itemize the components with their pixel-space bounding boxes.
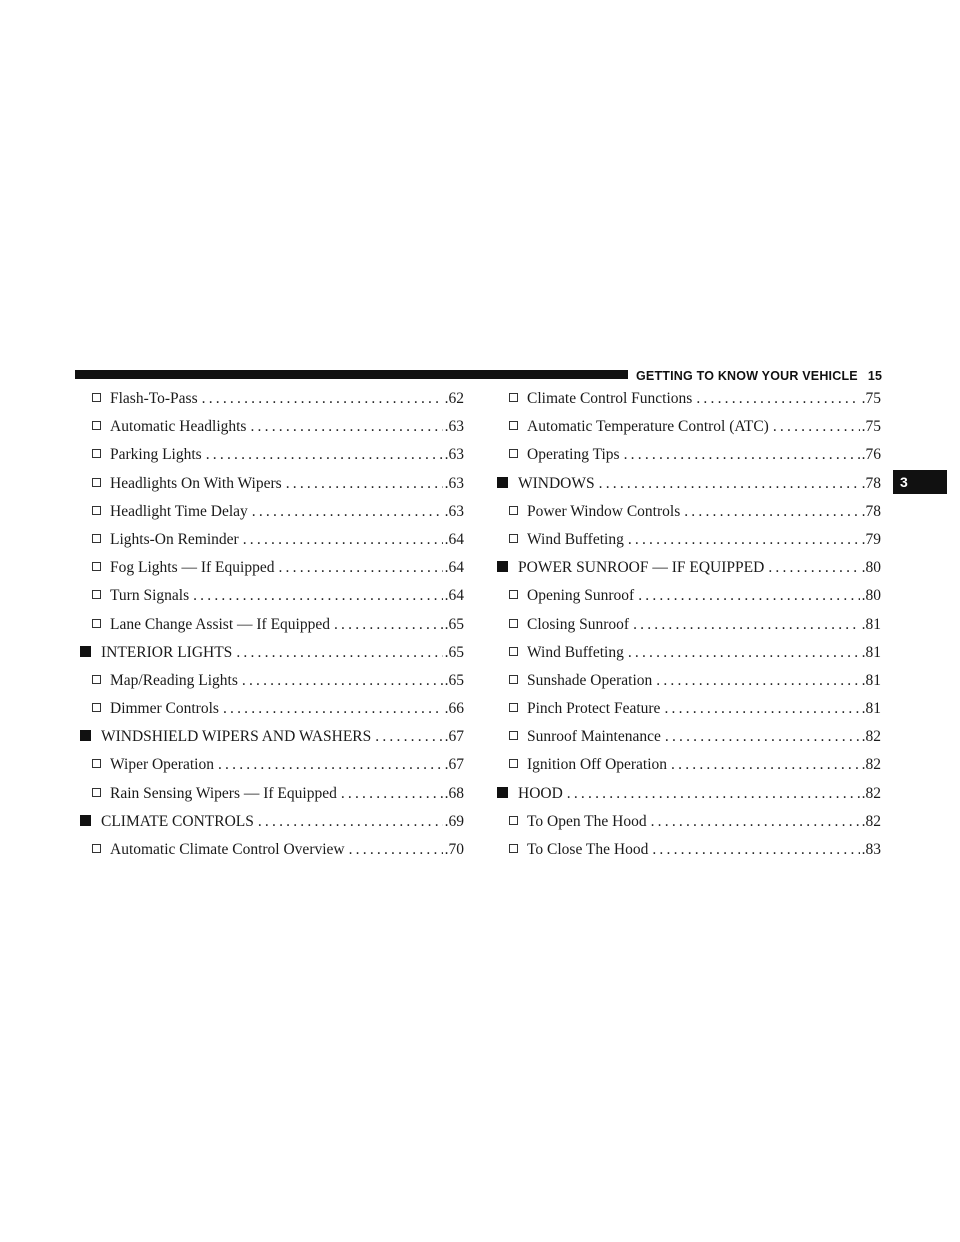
toc-subsection-entry[interactable]	[497, 446, 881, 474]
toc-entry-label: Automatic Temperature Control (ATC)	[527, 418, 769, 436]
solid-square-bullet-icon	[80, 730, 91, 741]
toc-entry-page: .82	[861, 812, 881, 830]
toc-entry-page: .63	[444, 446, 464, 464]
toc-entry-page: .70	[444, 841, 464, 858]
toc-entry-page: .64	[444, 530, 464, 548]
open-square-bullet-icon	[509, 619, 518, 628]
toc-subsection-entry[interactable]	[497, 644, 881, 672]
toc-entry-label: Sunshade Operation	[527, 671, 653, 689]
toc-entry-label: Climate Control Functions	[527, 390, 693, 407]
toc-entry-label: Map/Reading Lights	[110, 671, 238, 689]
toc-entry-page: .68	[444, 784, 464, 802]
dot-leader	[189, 587, 443, 605]
toc-entry-label: Rain Sensing Wipers — If Equipped	[110, 784, 337, 802]
solid-square-bullet-icon	[497, 477, 508, 488]
toc-right-column	[497, 390, 881, 869]
dot-leader	[647, 813, 860, 831]
toc-section-entry[interactable]	[497, 785, 881, 813]
toc-entry-page: .82	[861, 756, 881, 774]
toc-entry-page: .79	[861, 530, 881, 548]
dot-leader	[764, 559, 859, 577]
toc-entry-label: INTERIOR LIGHTS	[101, 643, 233, 661]
toc-entry-label: Closing Sunroof	[527, 615, 630, 633]
dot-leader	[692, 390, 859, 408]
toc-entry-label: Wind Buffeting	[527, 530, 624, 548]
toc-subsection-entry[interactable]	[497, 728, 881, 756]
dot-leader	[661, 728, 860, 746]
open-square-bullet-icon	[509, 844, 518, 853]
dot-leader	[629, 616, 860, 634]
toc-entry-label: WINDOWS	[518, 474, 595, 492]
running-header	[636, 367, 883, 385]
toc-entry-page: .65	[444, 671, 464, 689]
toc-entry-page: .65	[444, 615, 464, 633]
dot-leader	[660, 700, 859, 718]
toc-entry-page: .65	[444, 643, 464, 661]
toc-subsection-entry[interactable]	[497, 418, 881, 446]
toc-entry-page: .75	[861, 418, 881, 436]
dot-leader	[648, 841, 859, 859]
toc-entry-label: POWER SUNROOF — IF EQUIPPED	[518, 559, 765, 577]
toc-subsection-entry[interactable]	[80, 559, 464, 587]
toc-entry-page: .82	[861, 728, 881, 746]
toc-subsection-entry[interactable]	[497, 390, 881, 418]
toc-subsection-entry[interactable]	[497, 531, 881, 559]
toc-subsection-entry[interactable]	[497, 587, 881, 615]
dot-leader	[345, 841, 443, 859]
toc-subsection-entry[interactable]	[80, 390, 464, 418]
dot-leader	[769, 418, 860, 436]
toc-subsection-entry[interactable]	[80, 446, 464, 474]
toc-entry-label: Wind Buffeting	[527, 643, 624, 661]
open-square-bullet-icon	[509, 534, 518, 543]
dot-leader	[337, 785, 443, 803]
solid-square-bullet-icon	[497, 787, 508, 798]
toc-entry-label: Automatic Headlights	[110, 418, 247, 436]
dot-leader	[274, 559, 442, 577]
toc-entry-page: .67	[444, 756, 464, 774]
dot-leader	[248, 503, 443, 521]
open-square-bullet-icon	[509, 647, 518, 656]
open-square-bullet-icon	[509, 759, 518, 768]
toc-entry-page: .75	[861, 390, 881, 407]
toc-entry-page: .63	[444, 474, 464, 492]
dot-leader	[624, 644, 860, 662]
dot-leader	[371, 728, 442, 746]
toc-section-entry[interactable]	[80, 813, 464, 841]
toc-subsection-entry[interactable]	[80, 418, 464, 446]
toc-subsection-entry[interactable]	[80, 475, 464, 503]
toc-entry-label: Parking Lights	[110, 446, 202, 464]
toc-entry-label: WINDSHIELD WIPERS AND WASHERS	[101, 728, 372, 746]
toc-section-entry[interactable]	[80, 644, 464, 672]
toc-entry-page: .63	[444, 418, 464, 436]
toc-section-entry[interactable]	[80, 728, 464, 756]
chapter-number: 3	[900, 474, 908, 490]
open-square-bullet-icon	[92, 788, 101, 797]
dot-leader	[652, 672, 859, 690]
open-square-bullet-icon	[92, 759, 101, 768]
toc-entry-label: Ignition Off Operation	[527, 756, 668, 774]
toc-subsection-entry[interactable]	[497, 672, 881, 700]
toc-entry-label: Headlights On With Wipers	[110, 474, 282, 492]
dot-leader	[214, 756, 443, 774]
toc-entry-page: .78	[861, 474, 881, 492]
dot-leader	[680, 503, 859, 521]
open-square-bullet-icon	[509, 393, 518, 402]
toc-entry-page: .81	[861, 615, 881, 633]
dot-leader	[620, 446, 860, 464]
solid-square-bullet-icon	[497, 561, 508, 572]
dot-leader	[239, 531, 443, 549]
solid-square-bullet-icon	[80, 815, 91, 826]
toc-entry-label: Operating Tips	[527, 446, 620, 464]
open-square-bullet-icon	[509, 449, 518, 458]
open-square-bullet-icon	[92, 562, 101, 571]
toc-entry-page: .64	[444, 587, 464, 605]
dot-leader	[563, 785, 860, 803]
open-square-bullet-icon	[509, 703, 518, 712]
toc-subsection-entry[interactable]	[497, 841, 881, 869]
dot-leader	[246, 418, 442, 436]
toc-left-column	[80, 390, 464, 869]
toc-entry-label: To Close The Hood	[527, 841, 649, 858]
section-title: GETTING TO KNOW YOUR VEHICLE	[636, 369, 858, 383]
open-square-bullet-icon	[92, 421, 101, 430]
toc-entry-label: Pinch Protect Feature	[527, 700, 661, 718]
dot-leader	[219, 700, 443, 718]
open-square-bullet-icon	[509, 421, 518, 430]
dot-leader	[624, 531, 860, 549]
header-rule	[75, 370, 628, 379]
dot-leader	[202, 446, 443, 464]
toc-entry-label: Turn Signals	[110, 587, 190, 605]
open-square-bullet-icon	[92, 393, 101, 402]
toc-subsection-entry[interactable]	[80, 785, 464, 813]
dot-leader	[330, 616, 443, 634]
toc-entry-page: .69	[444, 812, 464, 830]
open-square-bullet-icon	[92, 675, 101, 684]
toc-subsection-entry[interactable]	[497, 503, 881, 531]
toc-subsection-entry[interactable]	[497, 813, 881, 841]
toc-entry-label: Wiper Operation	[110, 756, 214, 774]
toc-entry-page: .83	[861, 841, 881, 858]
dot-leader	[232, 644, 442, 662]
dot-leader	[667, 756, 860, 774]
toc-subsection-entry[interactable]	[497, 616, 881, 644]
open-square-bullet-icon	[509, 590, 518, 599]
toc-subsection-entry[interactable]	[80, 672, 464, 700]
toc-entry-page: .82	[861, 784, 881, 802]
open-square-bullet-icon	[509, 816, 518, 825]
open-square-bullet-icon	[92, 478, 101, 487]
open-square-bullet-icon	[92, 534, 101, 543]
toc-section-entry[interactable]	[497, 559, 881, 587]
open-square-bullet-icon	[92, 703, 101, 712]
toc-entry-page: .81	[861, 671, 881, 689]
toc-subsection-entry[interactable]	[80, 587, 464, 615]
toc-entry-page: .67	[444, 728, 464, 746]
open-square-bullet-icon	[92, 506, 101, 515]
dot-leader	[282, 475, 443, 493]
toc-entry-label: Lane Change Assist — If Equipped	[110, 615, 330, 633]
toc-entry-page: .81	[861, 700, 881, 718]
toc-entry-page: .76	[861, 446, 881, 464]
open-square-bullet-icon	[92, 619, 101, 628]
open-square-bullet-icon	[92, 590, 101, 599]
open-square-bullet-icon	[92, 449, 101, 458]
toc-section-entry[interactable]	[497, 475, 881, 503]
toc-subsection-entry[interactable]	[80, 503, 464, 531]
toc-entry-label: Sunroof Maintenance	[527, 728, 661, 746]
dot-leader	[634, 587, 859, 605]
toc-entry-page: .63	[444, 502, 464, 520]
page-number: 15	[867, 369, 883, 383]
solid-square-bullet-icon	[80, 646, 91, 657]
toc-subsection-entry[interactable]	[80, 700, 464, 728]
open-square-bullet-icon	[509, 506, 518, 515]
toc-entry-page: .66	[444, 700, 464, 718]
toc-subsection-entry[interactable]	[80, 616, 464, 644]
toc-entry-label: Headlight Time Delay	[110, 502, 248, 520]
toc-entry-page: .81	[861, 643, 881, 661]
toc-entry-label: To Open The Hood	[527, 812, 647, 830]
toc-entry-label: Lights-On Reminder	[110, 530, 239, 548]
toc-entry-page: .78	[861, 502, 881, 520]
toc-entry-label: HOOD	[518, 784, 563, 802]
toc-entry-page: .80	[861, 587, 881, 605]
toc-entry-label: Dimmer Controls	[110, 700, 219, 718]
toc-subsection-entry[interactable]	[497, 756, 881, 784]
open-square-bullet-icon	[92, 844, 101, 853]
chapter-tab[interactable]	[893, 470, 947, 494]
toc-subsection-entry[interactable]	[80, 841, 464, 869]
dot-leader	[254, 813, 443, 831]
toc-entry-label: Power Window Controls	[527, 502, 681, 520]
dot-leader	[238, 672, 443, 690]
open-square-bullet-icon	[509, 731, 518, 740]
toc-entry-page: .80	[861, 559, 881, 577]
toc-entry-label: Opening Sunroof	[527, 587, 635, 605]
toc-subsection-entry[interactable]	[80, 756, 464, 784]
dot-leader	[595, 475, 860, 493]
toc-subsection-entry[interactable]	[497, 700, 881, 728]
dot-leader	[198, 390, 443, 408]
toc-entry-label: Fog Lights — If Equipped	[110, 559, 275, 577]
toc-entry-label: Automatic Climate Control Overview	[110, 841, 345, 858]
toc-entry-label: Flash-To-Pass	[110, 390, 198, 407]
toc-entry-label: CLIMATE CONTROLS	[101, 812, 254, 830]
toc-subsection-entry[interactable]	[80, 531, 464, 559]
toc-entry-page: .62	[444, 390, 464, 407]
toc-entry-page: .64	[444, 559, 464, 577]
open-square-bullet-icon	[509, 675, 518, 684]
